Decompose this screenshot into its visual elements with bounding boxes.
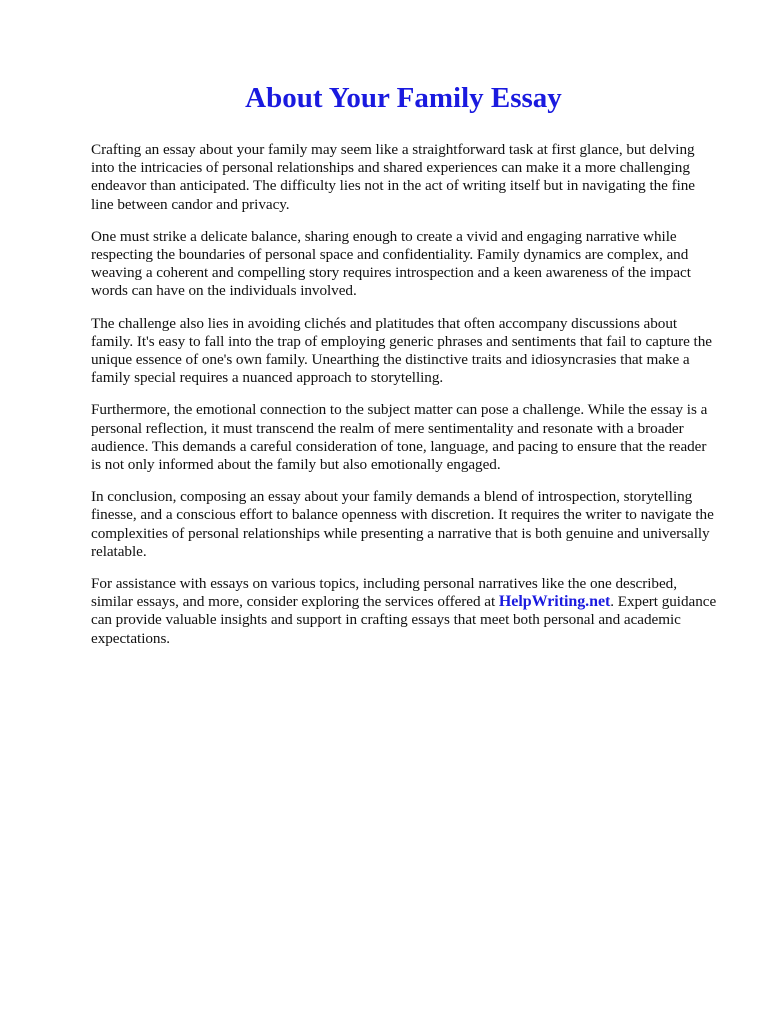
paragraph-cliches: The challenge also lies in avoiding clichés and platitudes that often accompany discussions about family. It's easy to fall into the trap of employing generic phrases and sentiments that fail to capture the unique essence of one's own family. Unearthing the distinctive traits and idiosyncrasies that make a family special requires a nuanced approach to storytelling. xyxy=(91,314,712,387)
paragraph-intro: Crafting an essay about your family may seem like a straightforward task at first glance, but delving into the intricacies of personal relationships and shared experiences can make it a more challenging endeavor than anticipated. The difficulty lies not in the act of writing itself but in navigating the fine line between candor and privacy. xyxy=(91,141,696,213)
assistance-text-before-link: For assistance with essays on various topics, including personal narratives like the one described, similar essays, and more, consider exploring the services offered at xyxy=(91,575,677,611)
document-title: About Your Family Essay xyxy=(245,82,562,114)
paragraph-emotional: Furthermore, the emotional connection to the subject matter can pose a challenge. While the essay is a personal reflection, it must transcend the realm of mere sentimentality and resonate with a broader audience. This demands a careful consideration of tone, language, and pacing to ensure that the reader is not only informed about the family but also emotionally engaged. xyxy=(91,401,708,474)
assistance-text-after-link: . Expert guidance can provide valuable insights and support in crafting essays that meet both personal and academic expectations. xyxy=(91,593,717,647)
paragraph-balance: One must strike a delicate balance, sharing enough to create a vivid and engaging narrative while respecting the boundaries of personal space and confidentiality. Family dynamics are complex, and weaving a coherent and compelling story requires introspection and a keen awareness of the impact words can have on the individuals involved. xyxy=(91,227,691,300)
paragraph-conclusion: In conclusion, composing an essay about your family demands a blend of introspection, storytelling finesse, and a conscious effort to balance openness with discretion. It requires the writer to navigate the complexities of personal relationships while presenting a narrative that is both genuine and universally relatable. xyxy=(91,488,714,560)
helpwriting-link[interactable]: HelpWriting.net xyxy=(498,593,611,611)
paragraph-assistance xyxy=(91,575,720,648)
